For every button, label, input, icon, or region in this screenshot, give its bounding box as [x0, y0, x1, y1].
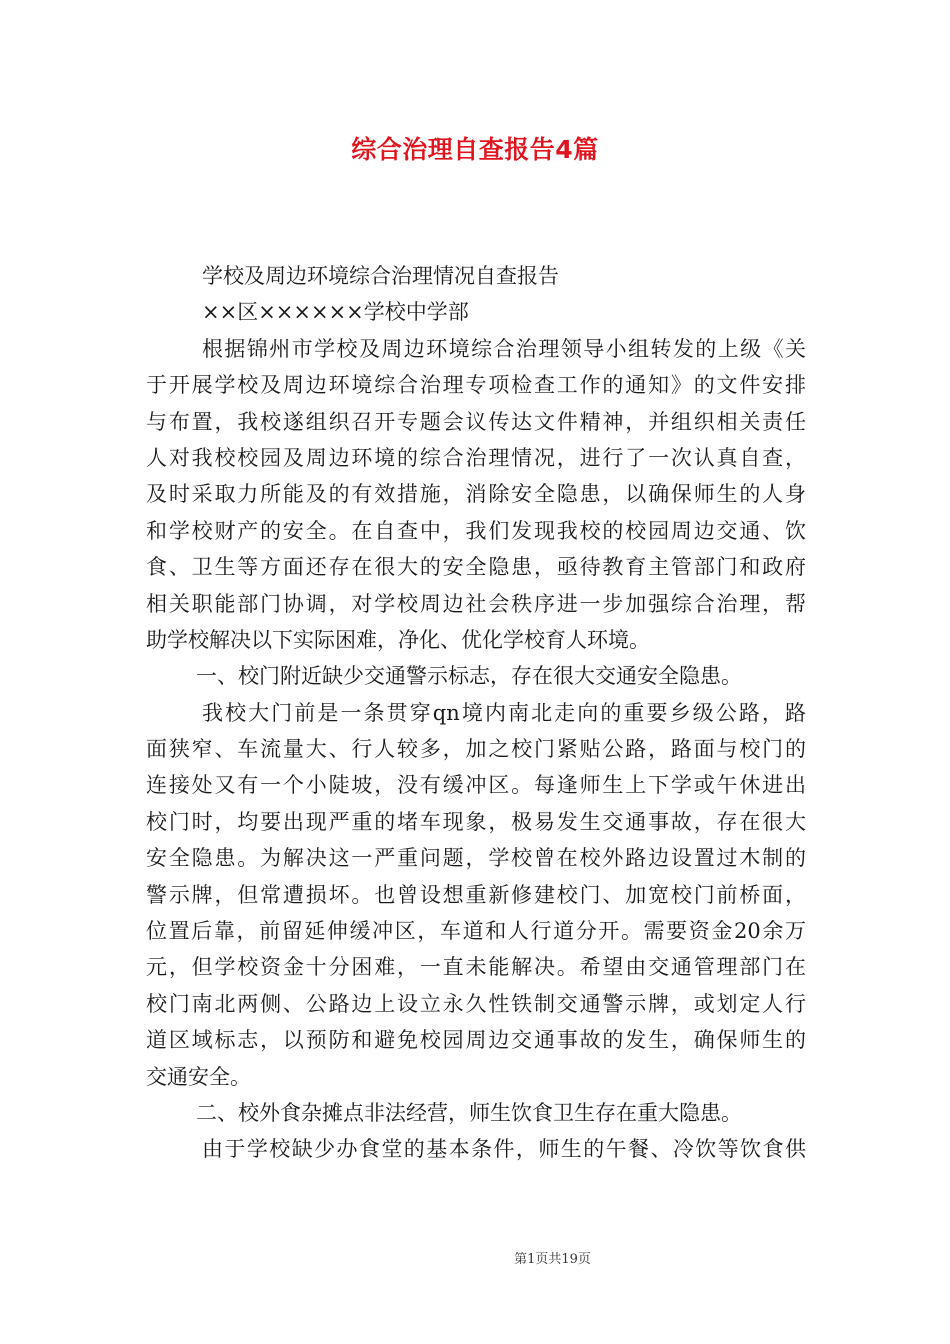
paragraph-line: 交通安全。 [146, 1064, 251, 1089]
paragraph-line: 于开展学校及周边环境综合治理专项检查工作的通知》的文件安排 [146, 373, 806, 398]
paragraph-line: 安全隐患。为解决这一严重问题，学校曾在校外路边设置过木制的 [146, 846, 806, 871]
document-body [146, 258, 806, 1168]
document-title: 综合治理自查报告4篇 [351, 135, 599, 164]
paragraph-line: 由于学校缺少办食堂的基本条件，师生的午餐、冷饮等饮食供 [202, 1137, 806, 1162]
paragraph-line: 连接处又有一个小陡坡，没有缓冲区。每逢师生上下学或午休进出 [146, 773, 806, 798]
report-subtitle: 学校及周边环境综合治理情况自查报告 [202, 264, 559, 288]
paragraph-line: 位置后靠，前留延伸缓冲区，车道和人行道分开。需要资金20余万 [146, 919, 806, 944]
paragraph-line: 人对我校校园及周边环境的综合治理情况，进行了一次认真自查， [146, 445, 806, 470]
report-author: ××区××××××学校中学部 [202, 300, 469, 325]
paragraph-line: 元，但学校资金十分困难，一直未能解决。希望由交通管理部门在 [146, 955, 806, 980]
paragraph-line: 道区域标志，以预防和避免校园周边交通事故的发生，确保师生的 [146, 1028, 806, 1053]
paragraph-line: 助学校解决以下实际困难，净化、优化学校育人环境。 [146, 627, 650, 652]
paragraph-line: 及时采取力所能及的有效措施，消除安全隐患，以确保师生的人身 [146, 482, 806, 507]
page-footer: 第1页共19页 [514, 1252, 591, 1267]
paragraph-line: 相关职能部门协调，对学校周边社会秩序进一步加强综合治理，帮 [146, 591, 806, 616]
paragraph-line: 与布置，我校遂组织召开专题会议传达文件精神，并组织相关责任 [146, 409, 806, 434]
paragraph-line: 根据锦州市学校及周边环境综合治理领导小组转发的上级《关 [202, 336, 806, 361]
paragraph-line: 我校大门前是一条贯穿qn境内南北走向的重要乡级公路，路 [202, 700, 806, 725]
paragraph-line: 面狭窄、车流量大、行人较多，加之校门紧贴公路，路面与校门的 [146, 737, 806, 762]
paragraph-line: 校门南北两侧、公路边上设立永久性铁制交通警示牌，或划定人行 [146, 991, 806, 1016]
section-heading-2: 二、校外食杂摊点非法经营，师生饮食卫生存在重大隐患。 [196, 1100, 742, 1125]
section-heading-1: 一、校门附近缺少交通警示标志，存在很大交通安全隐患。 [196, 664, 742, 689]
paragraph-line: 和学校财产的安全。在自查中，我们发现我校的校园周边交通、饮 [146, 518, 806, 543]
paragraph-line: 食、卫生等方面还存在很大的安全隐患，亟待教育主管部门和政府 [146, 555, 806, 580]
paragraph-line: 警示牌，但常遭损坏。也曾设想重新修建校门、加宽校门前桥面， [146, 882, 806, 907]
paragraph-line: 校门时，均要出现严重的堵车现象，极易发生交通事故，存在很大 [146, 809, 806, 834]
